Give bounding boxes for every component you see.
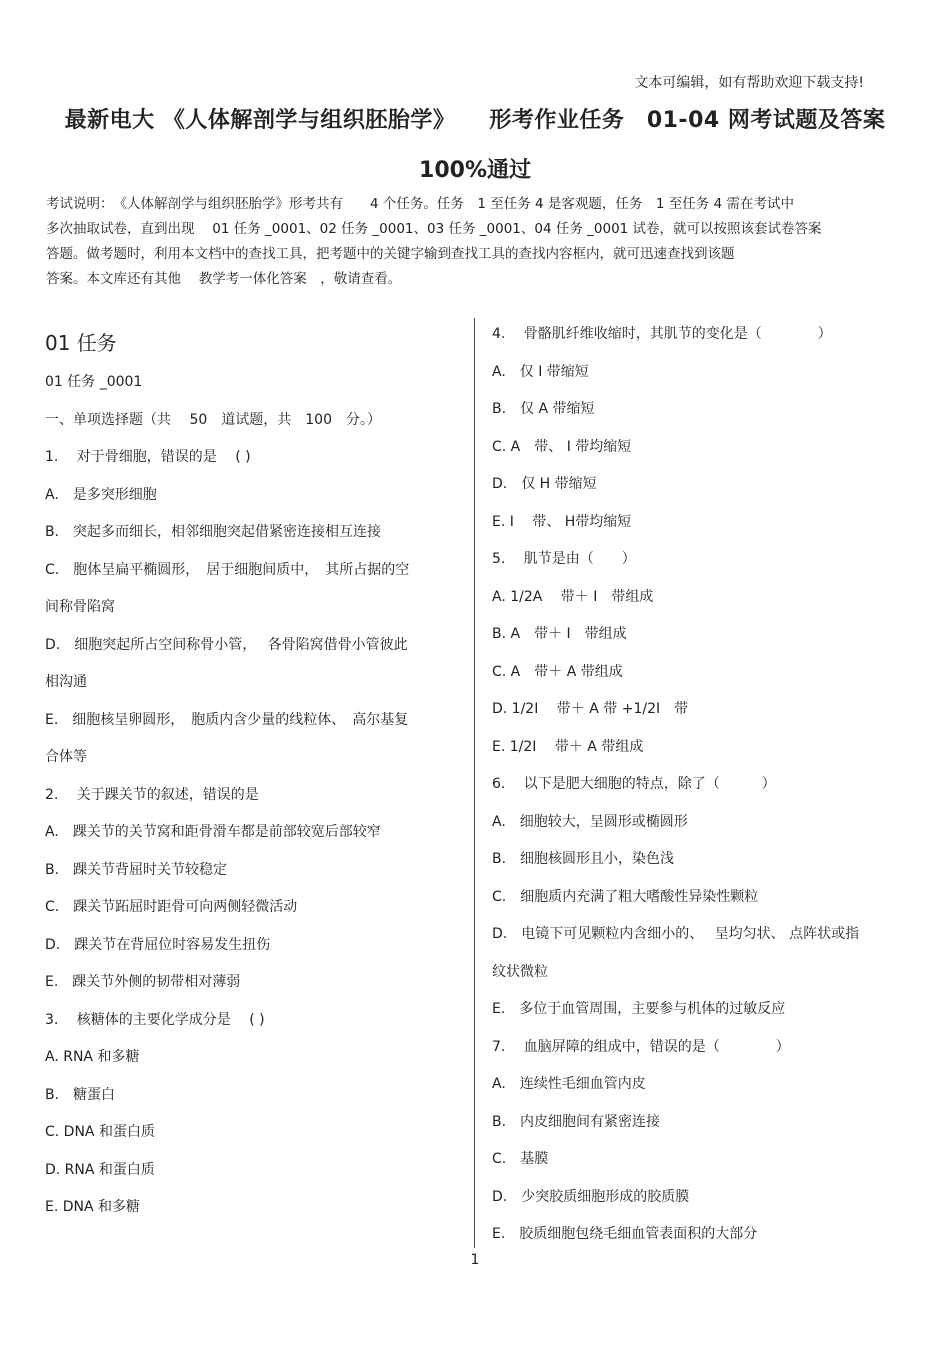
- document-title: 最新电大 《人体解剖学与组织胚胎学》 形考作业任务 01-04 网考试题及答案: [64, 108, 886, 133]
- question: 6. 以下是肥大细胞的特点，除了（ ）: [492, 776, 776, 792]
- intro-line: 多次抽取试卷，直到出现 01 任务 _0001、02 任务 _0001、03 任务 _0001、04 任务 _0001 试卷，就可以按照该套试卷答案: [46, 221, 822, 237]
- option: E. I 带、 H带均缩短: [492, 513, 632, 530]
- option: A. 细胞较大，呈圆形或椭圆形: [492, 813, 688, 830]
- question: 2. 关于踝关节的叙述，错误的是: [45, 786, 259, 803]
- intro-line: 答题。做考题时，利用本文档中的查找工具，把考题中的关键字输到查找工具的查找内容框内，就可迅速查找到该题: [46, 246, 735, 262]
- option: D. 细胞突起所占空间称骨小管， 各骨陷窝借骨小管彼此: [45, 636, 408, 653]
- option: E. 细胞核呈卵圆形， 胞质内含少量的线粒体、 高尔基复: [45, 711, 409, 728]
- option: B. 内皮细胞间有紧密连接: [492, 1113, 661, 1130]
- option: B. 突起多而细长，相邻细胞突起借紧密连接相互连接: [45, 524, 382, 540]
- question: 5. 肌节是由（ ）: [492, 551, 636, 567]
- option: D. 踝关节在背屈位时容易发生扭伤: [45, 936, 271, 953]
- option-continued: 相沟通: [45, 674, 87, 690]
- option: D. 电镜下可见颗粒内含细小的、 呈均匀状、 点阵状或指: [492, 926, 860, 942]
- option: C. 踝关节跖屈时距骨可向两侧轻微活动: [45, 899, 298, 915]
- question: 3. 核糖体的主要化学成分是 ( ): [45, 1011, 265, 1028]
- option-continued: 纹状微粒: [492, 963, 548, 980]
- task-id: 01 任务 _0001: [45, 374, 143, 390]
- option: D. RNA 和蛋白质: [45, 1161, 155, 1178]
- document-subtitle: 100%通过: [419, 158, 531, 183]
- option: E. 胶质细胞包绕毛细血管表面积的大部分: [492, 1226, 758, 1242]
- column-divider: [474, 318, 475, 1248]
- header-note: 文本可编辑，如有帮助欢迎下载支持!: [634, 75, 864, 91]
- option: C. 细胞质内充满了粗大嗜酸性异染性颗粒: [492, 888, 759, 905]
- option: C. A 带＋ A 带组成: [492, 663, 623, 680]
- question: 1. 对于骨细胞，错误的是 ( ): [45, 449, 251, 465]
- intro-line: 答案。本文库还有其他 教学考一体化答案 ，敬请查看。: [46, 271, 402, 287]
- option: A. 连续性毛细血管内皮: [492, 1076, 646, 1092]
- option: B. 踝关节背屈时关节较稳定: [45, 861, 228, 878]
- option: A. 仅 I 带缩短: [492, 363, 589, 380]
- option: E. 多位于血管周围，主要参与机体的过敏反应: [492, 1001, 786, 1017]
- option: A. 1/2A 带＋ I 带组成: [492, 588, 654, 605]
- option: A. 踝关节的关节窝和距骨滑车都是前部较宽后部较窄: [45, 824, 381, 840]
- option: A. RNA 和多糖: [45, 1049, 140, 1065]
- option: B. 糖蛋白: [45, 1086, 116, 1103]
- option: C. 胞体呈扁平椭圆形， 居于细胞间质中， 其所占据的空: [45, 561, 410, 578]
- page-number: 1: [470, 1252, 480, 1268]
- option: E. DNA 和多糖: [45, 1199, 141, 1215]
- left-column: [45, 323, 455, 1232]
- question: 4. 骨骼肌纤维收缩时，其肌节的变化是（ ）: [492, 326, 832, 342]
- option: B. 细胞核圆形且小，染色浅: [492, 851, 675, 867]
- option: C. 基膜: [492, 1151, 549, 1167]
- section-heading: 一、单项选择题（共 50 道试题，共 100 分。）: [45, 411, 381, 428]
- section-title: 01 任务: [45, 331, 117, 355]
- option: B. 仅 A 带缩短: [492, 401, 595, 417]
- option: D. 少突胶质细胞形成的胶质膜: [492, 1188, 690, 1205]
- right-column: [492, 321, 912, 1259]
- exam-instructions: [46, 192, 906, 292]
- option: D. 1/2I 带＋ A 带 +1/2I 带: [492, 701, 689, 717]
- option-continued: 合体等: [45, 749, 87, 765]
- option: A. 是多突形细胞: [45, 486, 157, 503]
- intro-line: 考试说明： 《人体解剖学与组织胚胎学》形考共有 4 个任务。任务 1 至任务 4 是客观题，任务 1 至任务 4 需在考试中: [46, 196, 794, 212]
- option: C. DNA 和蛋白质: [45, 1124, 155, 1140]
- question: 7. 血脑屏障的组成中，错误的是（ ）: [492, 1038, 790, 1055]
- option: B. A 带＋ I 带组成: [492, 626, 627, 642]
- option: D. 仅 H 带缩短: [492, 476, 597, 492]
- option: C. A 带、 I 带均缩短: [492, 438, 632, 455]
- option-continued: 间称骨陷窝: [45, 599, 115, 615]
- option: E. 1/2I 带＋ A 带组成: [492, 738, 644, 755]
- option: E. 踝关节外侧的韧带相对薄弱: [45, 974, 241, 990]
